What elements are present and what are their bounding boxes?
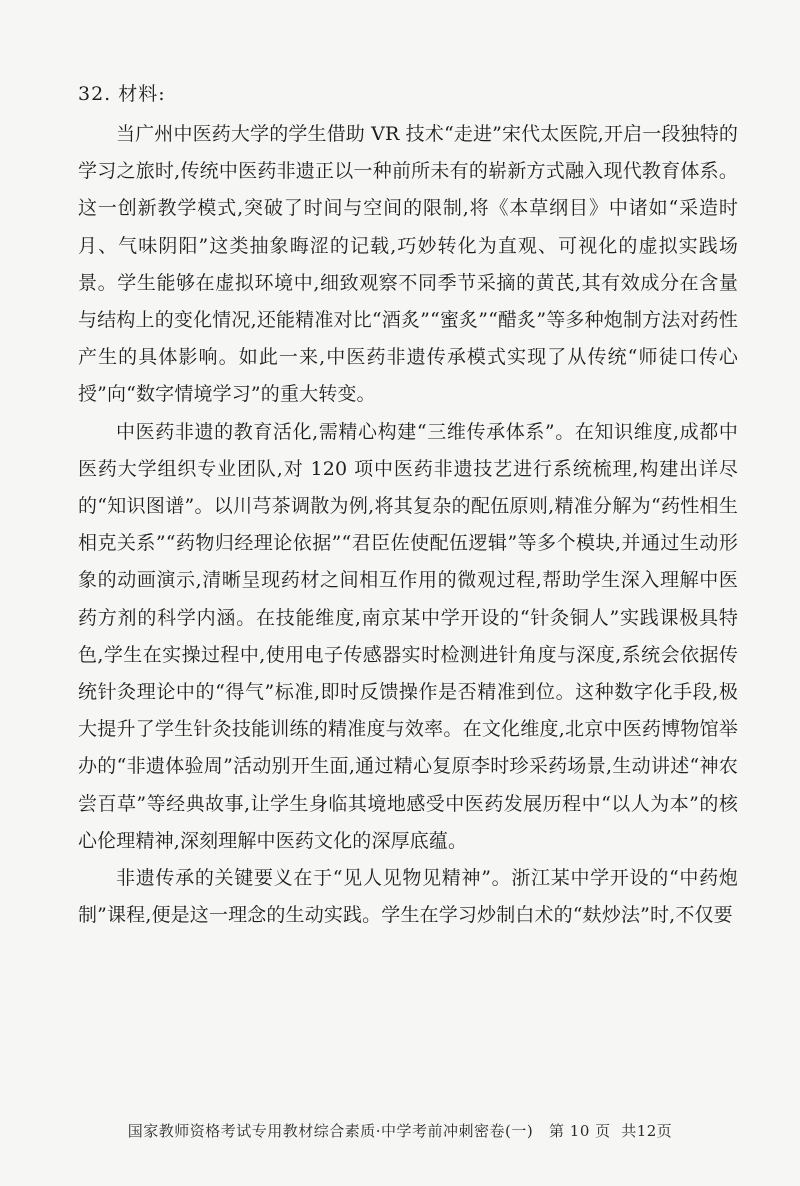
- footer-total-pages: 共12页: [621, 1122, 673, 1140]
- question-number: 32. 材料:: [78, 83, 166, 105]
- footer-series: 国家教师资格考试专用教材综合素质·中学考前冲刺密卷(一): [127, 1122, 534, 1140]
- paragraph-3: 非遗传承的关键要义在于“见人见物见精神”。浙江某中学开设的“中药炮制”课程,便是这一理念的生动实践。学生在学习炒制白术的“麸炒法”时,不仅要: [78, 867, 738, 927]
- page-footer: [0, 1120, 800, 1141]
- paragraph-2: 中医药非遗的教育活化,需精心构建“三维传承体系”。在知识维度,成都中医药大学组织专业团队,对 120 项中医药非遗技艺进行系统梳理,构建出详尽的“知识图谱”。以川芎茶调散为例,将其复杂的配伍原则,精准分解为“药性相生相克关系”“药物归经理论依据”“君臣佐使配伍逻辑”等多个模块,并通过生动形象的动画演示,清晰呈现药材之间相互作用的微观过程,帮助学生深入理解中医药方剂的科学内涵。在技能维度,南京某中学开设的“针灸铜人”实践课极具特色,学生在实操过程中,使用电子传感器实时检测进针角度与深度,系统会依据传统针灸理论中的“得气”标准,即时反馈操作是否精准到位。这种数字化手段,极大提升了学生针灸技能训练的精准度与效率。在文化维度,北京中医药博物馆举办的“非遗体验周”活动别开生面,通过精心复原李时珍采药场景,生动讲述“神农尝百草”等经典故事,让学生身临其境地感受中医药发展历程中“以人为本”的核心伦理精神,深刻理解中医药文化的深厚底蕴。: [78, 420, 738, 852]
- material-text: [78, 116, 738, 934]
- paragraph-1: 当广州中医药大学的学生借助 VR 技术“走进”宋代太医院,开启一段独特的学习之旅时,传统中医药非遗正以一种前所未有的崭新方式融入现代教育体系。这一创新教学模式,突破了时间与空间的限制,将《本草纲目》中诸如“采造时月、气味阴阳”这类抽象晦涩的记载,巧妙转化为直观、可视化的虚拟实践场景。学生能够在虚拟环境中,细致观察不同季节采摘的黄芪,其有效成分在含量与结构上的变化情况,还能精准对比“酒炙”“蜜炙”“醋炙”等多种炮制方法对药性产生的具体影响。如此一来,中医药非遗传承模式实现了从传统“师徒口传心授”向“数字情境学习”的重大转变。: [78, 123, 738, 406]
- footer-page-number: 第 10 页: [549, 1122, 611, 1140]
